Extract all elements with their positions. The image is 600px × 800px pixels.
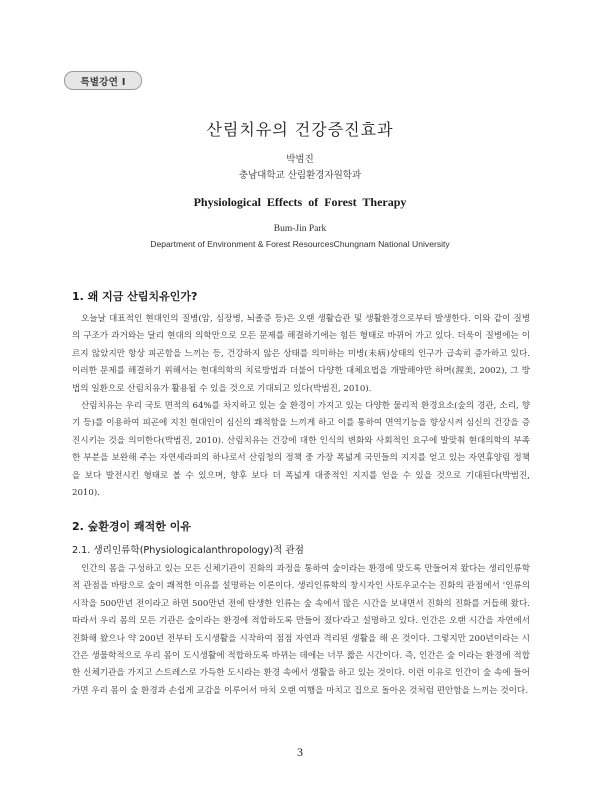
page-number: 3 <box>297 745 303 759</box>
section-2-1-subheading: 2.1. 생리인류학(Physiologicalanthropology)적 관점 <box>72 545 304 556</box>
author-english: Bum-Jin Park <box>273 224 327 234</box>
section-2-heading: 2. 숲환경이 쾌적한 이유 <box>72 520 191 533</box>
paper-title-korean: 산림치유의 건강증진효과 <box>206 120 394 139</box>
section-badge: 특별강연 I <box>64 71 142 90</box>
section-1-heading: 1. 왜 지금 산림치유인가? <box>72 290 198 303</box>
section-1-paragraph-2: 산림치유는 우리 국토 면적의 64%를 차지하고 있는 숲 환경이 가지고 있는 다양한 물리적 환경요소(숲의 경관, 소리, 향기 등)를 이용하여 피곤에 지친 현대인이 심신의 쾌적함을 느끼게 하고 이를 통하여 면역기능을 향상시켜 심신의 건강을 증진시키는 것을 의미한다(박범진, 2010). 산림치유는 건강에 대한 인식의 변화와 사회적인 요구에 발맞춰 현대의학의 부족한 부분을 보완해 주는 자연세라피의 하나로서 산림청의 정책 중 가장 폭넓게 국민들의 지지를 얻고 있는 자연휴양림 정책을 보다 발전시킨 형태로 볼 수 있으며, 향후 보다 더 폭넓게 대중적인 지지를 얻을 수 있을 것으로 기대된다(박범진, 2010). <box>72 401 530 499</box>
paper-title-english: Physiological Effects of Forest Therapy <box>193 195 407 209</box>
section-1-paragraph-1: 오늘날 대표적인 현대인의 질병(암, 심장병, 뇌졸증 등)은 오랜 생활습관 및 생활환경으로부터 발생한다. 이와 같이 질병의 구조가 과거와는 달리 현대의 의학만으로 모든 문제를 해결하기에는 힘든 형태로 바뀌어 가고 있다. 더욱이 질병에는 이르지 않았지만 항상 피곤함을 느끼는 등, 건강하지 않은 상태를 의미하는 미병(未病)상태의 인구가 급속히 증가하고 있다. 이러한 문제를 해결하기 위해서는 현대의학의 치료방법과 더불어 다양한 대체요법을 개발해야만 하며(渥美, 2002), 그 방법의 일환으로 산림치유가 활용될 수 있을 것으로 기대되고 있다(박범진, 2010). <box>72 314 530 394</box>
author-korean: 박범진 <box>286 154 314 165</box>
affiliation-korean: 충남대학교 산림환경자원학과 <box>238 170 362 181</box>
section-2-1-paragraph-1: 인간의 몸을 구성하고 있는 모든 신체기관이 진화의 과정을 통하여 숲이라는 환경에 맞도록 만들어져 왔다는 생리인류학적 관점을 바탕으로 숲이 쾌적한 이유를 설명하는 이론이다. 생리인류학의 창시자인 사토우교수는 진화의 관점에서 '인류의 시작을 500만년 전이라고 하면 500만년 전에 탄생한 인류는 숲 속에서 많은 시간을 보내면서 진화의 진화를 거듭해 왔다. 따라서 우리 몸의 모든 기관은 숲이라는 환경에 적합하도록 만들어 졌다'라고 설명하고 있다. 인간은 오랜 시간을 자연에서 진화해 왔으나 약 200년 전부터 도시생활을 시작하여 점점 자연과 격리된 생활을 해 온 것이다. 그렇지만 200년이라는 시간은 생물학적으로 우리 몸이 도시생활에 적합하도록 바뀌는 데에는 너무 짧은 시간이다. 즉, 인간은 숲 이라는 환경에 적합한 신체기관을 가지고 스트레스로 가득한 도시라는 환경 속에서 생활을 하고 있는 것이다. 이런 이유로 인간이 숲 속에 들어가면 우리 몸이 숲 환경과 손쉽게 교감을 이루어서 마치 오랜 여행을 마치고 집으로 돌아온 것처럼 편안함을 느끼는 것이다. <box>72 564 530 696</box>
affiliation-english: Department of Environment & Forest ResourcesChungnam National University <box>150 239 450 249</box>
